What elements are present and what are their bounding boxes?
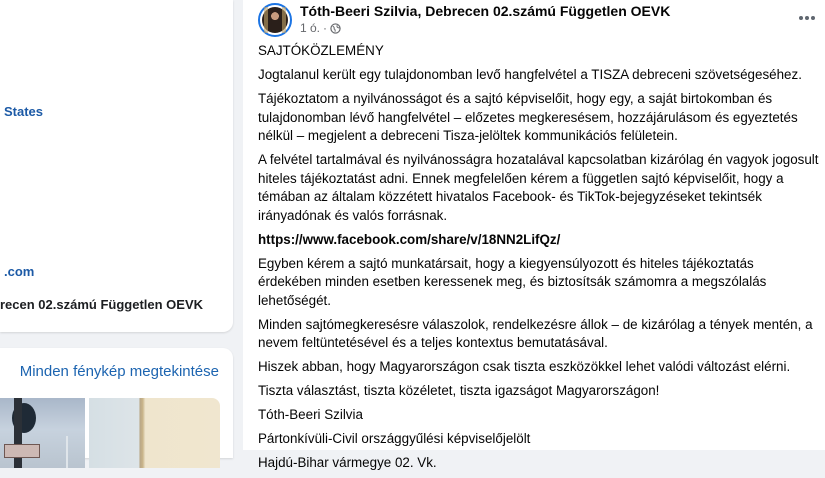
- more-options-icon: [805, 16, 809, 20]
- post-paragraph: A felvétel tartalmával és nyilvánosságra hozatalával kapcsolatban kizárólag én vagyok jogosult hiteles tájékoztatást adni. Ennek megfelelően kérem a független sajtó képviselőit, hogy a témában az általam közzétett hivatalos Facebook- és TikTok-bejegyzéseket tekintsék irányadónak és valós forrásnak.: [258, 152, 819, 223]
- left-sidebar-column: [0, 0, 233, 450]
- post-signature-role: Pártonkívüli-Civil országgyűlési képviselőjelölt: [258, 431, 531, 446]
- intro-page-name: recen 02.számú Független OEVK: [0, 297, 204, 312]
- post-title: SAJTÓKÖZLEMÉNY: [258, 43, 384, 58]
- intro-card: [0, 0, 233, 332]
- intro-website-link[interactable]: .com: [4, 264, 35, 279]
- meta-separator: ·: [323, 21, 328, 35]
- post-card: [243, 0, 825, 470]
- photos-card: [0, 348, 233, 458]
- post-signature-district: Hajdú-Bihar vármegye 02. Vk.: [258, 455, 437, 470]
- post-body: [258, 42, 820, 478]
- photo-content-board: [4, 444, 40, 458]
- more-options-button[interactable]: [794, 8, 820, 28]
- post-paragraph: Tájékoztatom a nyilvánosságot és a sajtó képviselőit, hogy egy, a saját birtokomban és tulajdonomban lévő hangfelvétel – előzetes megkeresésem, hozzájárulásom és egyeztetés nélkül – megjelent a debreceni Tisza-jelöltek kommunikációs felületein.: [258, 91, 798, 143]
- post-timestamp[interactable]: 1 ó.: [300, 21, 321, 35]
- photo-thumbnail[interactable]: [89, 398, 220, 468]
- post-signature-name: Tóth-Beeri Szilvia: [258, 407, 363, 422]
- photo-content-lamp: [66, 436, 68, 468]
- intro-location-link[interactable]: States: [4, 104, 44, 119]
- globe-icon: [330, 23, 341, 34]
- post-paragraph: Minden sajtómegkeresésre válaszolok, rendelkezésre állok – de kizárólag a tények mentén, a nevem feltüntetésével és a teljes kontextus bemutatásával.: [258, 316, 813, 350]
- post-paragraph: Tiszta választást, tiszta közéletet, tiszta igazságot Magyarországon!: [258, 383, 660, 398]
- avatar-image: [262, 7, 288, 33]
- post-paragraph: Jogtalanul került egy tulajdonomban levő hangfelvétel a TISZA debreceni szövetségeséhez.: [258, 67, 802, 82]
- photo-thumbnail[interactable]: [0, 398, 85, 468]
- post-header: [258, 0, 818, 40]
- post-paragraph: Egyben kérem a sajtó munkatársait, hogy a kiegyensúlyozott és hiteles tájékoztatás érdekében minden esetben keressenek meg, és biztosítsák számomra a megszólalás lehetőségét.: [258, 255, 767, 308]
- post-author-name[interactable]: Tóth-Beeri Szilvia, Debrecen 02.számú Független OEVK: [300, 3, 671, 19]
- post-meta: [300, 21, 341, 35]
- see-all-photos-link[interactable]: Minden fénykép megtekintése: [19, 363, 219, 380]
- post-share-link[interactable]: https://www.facebook.com/share/v/18NN2LifQz/: [258, 231, 561, 247]
- author-avatar[interactable]: [258, 3, 292, 37]
- post-paragraph: Hiszek abban, hogy Magyarországon csak tiszta eszközökkel lehet valódi változást elérni.: [258, 359, 791, 374]
- more-options-icon: [799, 16, 803, 20]
- more-options-icon: [811, 16, 815, 20]
